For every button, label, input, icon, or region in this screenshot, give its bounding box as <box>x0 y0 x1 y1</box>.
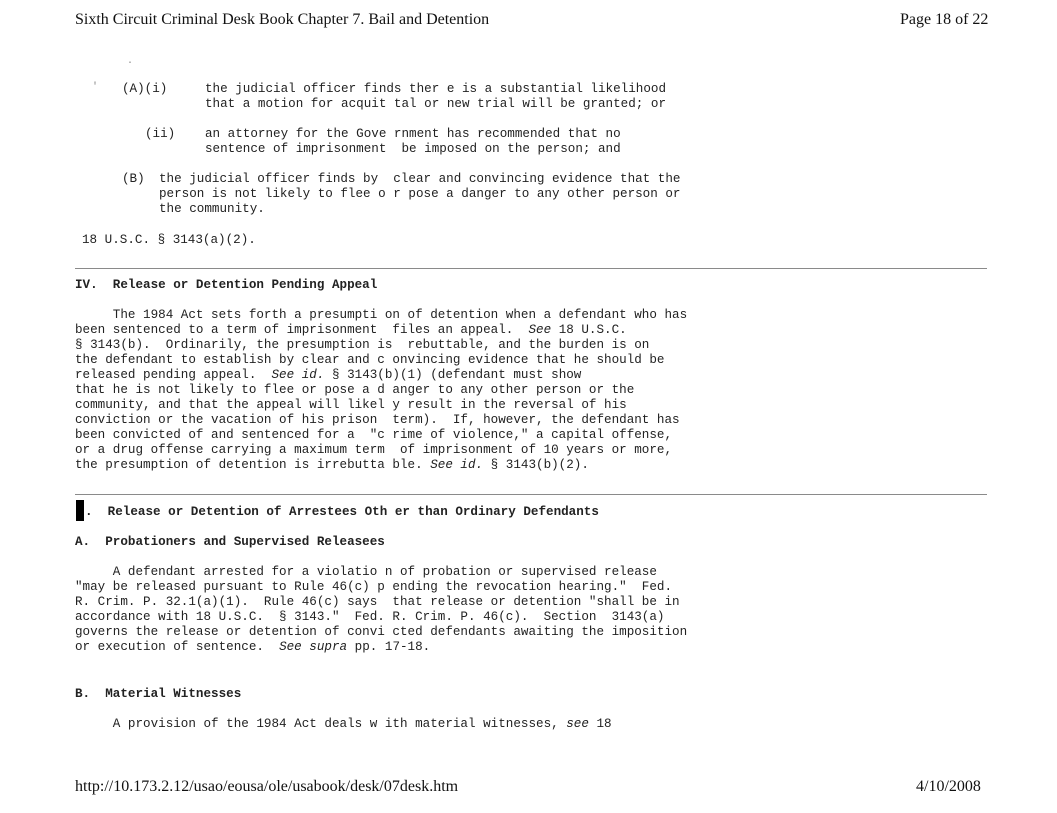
statute-b-line3: the community. <box>159 202 265 216</box>
section-iv-line: community, and that the appeal will likel y result in the reversal of his <box>75 398 627 412</box>
section-iv-line: The 1984 Act sets forth a presumpti on of detention when a defendant who has <box>75 308 688 322</box>
section-divider <box>75 268 987 269</box>
section-iv-line: released pending appeal. See id. § 3143(b)(1) (defendant must show <box>75 368 582 382</box>
statute-a-ii-label: (ii) <box>145 127 176 141</box>
subsection-a-line: A defendant arrested for a violatio n of probation or supervised release <box>75 565 657 579</box>
section-iv-line: conviction or the vacation of his prison term). If, however, the defendant has <box>75 413 680 427</box>
section-iv-line: § 3143(b). Ordinarily, the presumption is rebuttable, and the burden is on <box>75 338 650 352</box>
statute-a-ii-line2: sentence of imprisonment be imposed on the person; and <box>205 142 621 156</box>
subsection-a-heading: A. Probationers and Supervised Releasees <box>75 535 385 549</box>
subsection-a-line: governs the release or detention of convi cted defendants awaiting the imposition <box>75 625 688 639</box>
statute-a-i-line1: the judicial officer finds ther e is a substantial likelihood <box>205 82 667 96</box>
speck: . <box>127 56 134 67</box>
statute-b-line1: the judicial officer finds by clear and convincing evidence that the <box>159 172 681 186</box>
section-iv-line: been sentenced to a term of imprisonment files an appeal. See 18 U.S.C. <box>75 323 627 337</box>
speck: ' <box>92 82 99 93</box>
footer-date: 4/10/2008 <box>916 778 981 795</box>
subsection-a-line: "may be released pursuant to Rule 46(c) p ending the revocation hearing." Fed. <box>75 580 673 594</box>
subsection-a-line: R. Crim. P. 32.1(a)(1). Rule 46(c) says that release or detention "shall be in <box>75 595 680 609</box>
section-iv-line: the defendant to establish by clear and c onvincing evidence that he should be <box>75 353 665 367</box>
subsection-a-line: or execution of sentence. See supra pp. 17-18. <box>75 640 431 654</box>
statute-a-i-line2: that a motion for acquit tal or new trial will be granted; or <box>205 97 667 111</box>
subsection-b-heading: B. Material Witnesses <box>75 687 242 701</box>
subsection-b-line: A provision of the 1984 Act deals w ith material witnesses, see 18 <box>75 717 612 731</box>
page-header-title: Sixth Circuit Criminal Desk Book Chapter 7. Bail and Detention <box>75 11 490 28</box>
page-number: Page 18 of 22 <box>900 11 989 28</box>
section-iv-line: the presumption of detention is irrebutta ble. See id. § 3143(b)(2). <box>75 458 589 472</box>
section-v-heading: . Release or Detention of Arrestees Oth er than Ordinary Defendants <box>85 505 599 519</box>
section-divider <box>75 494 987 495</box>
statute-a-i-label: (A)(i) <box>122 82 168 96</box>
subsection-a-line: accordance with 18 U.S.C. § 3143." Fed. R. Crim. P. 46(c). Section 3143(a) <box>75 610 665 624</box>
statute-citation: 18 U.S.C. § 3143(a)(2). <box>82 233 256 247</box>
section-iv-heading: IV. Release or Detention Pending Appeal <box>75 278 378 292</box>
statute-b-label: (B) <box>122 172 145 186</box>
section-iv-line: or a drug offense carrying a maximum term of imprisonment of 10 years or more, <box>75 443 673 457</box>
section-iv-line: that he is not likely to flee or pose a d anger to any other person or the <box>75 383 635 397</box>
section-iv-line: been convicted of and sentenced for a "c rime of violence," a capital offense, <box>75 428 673 442</box>
statute-b-line2: person is not likely to flee o r pose a danger to any other person or <box>159 187 681 201</box>
redaction-mark <box>76 500 84 521</box>
statute-a-ii-line1: an attorney for the Gove rnment has recommended that no <box>205 127 621 141</box>
footer-url: http://10.173.2.12/usao/eousa/ole/usabook/desk/07desk.htm <box>75 778 459 795</box>
